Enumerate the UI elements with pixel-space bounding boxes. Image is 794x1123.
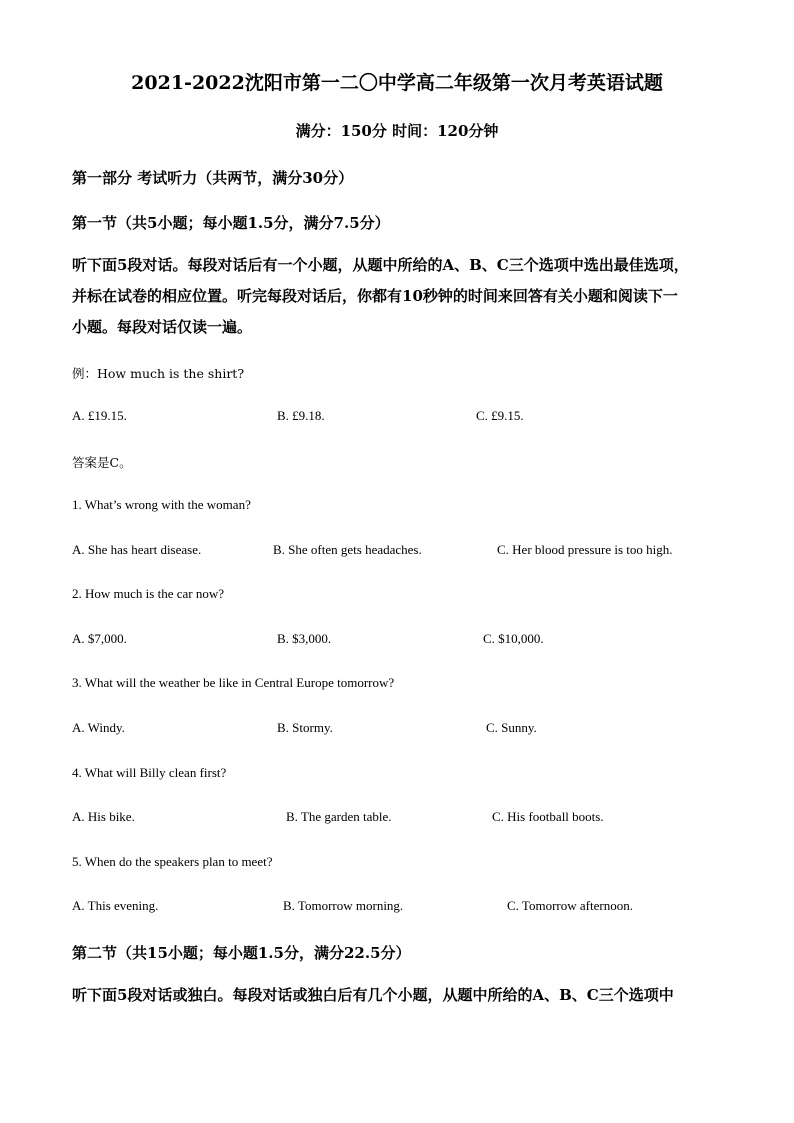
question-5-option-a: A. This evening. [72,898,159,913]
example-answer: 答案是C。 [72,455,132,470]
part-one-heading: 第一部分 考试听力（共两节，满分30分） [72,169,354,187]
question-5-stem: 5. When do the speakers plan to meet? [72,854,273,869]
question-2-option-c: C. $10,000. [483,631,544,646]
question-4-option-b: B. The garden table. [286,809,392,824]
question-4-option-c: C. His football boots. [492,809,604,824]
example-option-c: C. £9.15. [476,408,524,423]
question-5-option-c: C. Tomorrow afternoon. [507,898,633,913]
instruction-line: 小题。每段对话仅读一遍。 [72,318,253,336]
example-question: 例：How much is the shirt? [72,366,245,381]
exam-title: 2021-2022沈阳市第一二〇中学高二年级第一次月考英语试题 [131,72,663,94]
question-2-stem: 2. How much is the car now? [72,586,224,601]
question-1-stem: 1. What’s wrong with the woman? [72,497,251,512]
question-2-option-b: B. $3,000. [277,631,332,646]
question-1-option-a: A. She has heart disease. [72,542,202,557]
question-3-stem: 3. What will the weather be like in Central Europe tomorrow? [72,675,395,690]
question-3-option-b: B. Stormy. [277,720,333,735]
exam-score-time: 满分：150分 时间：120分钟 [295,122,499,140]
question-4-stem: 4. What will Billy clean first? [72,765,227,780]
question-3-option-a: A. Windy. [72,720,125,735]
instruction-line: 听下面5段对话或独白。每段对话或独白后有几个小题，从题中所给的A、B、C三个选项中 [72,986,674,1004]
question-2-option-a: A. $7,000. [72,631,127,646]
instruction-line: 并标在试卷的相应位置。听完每段对话后，你都有10秒钟的时间来回答有关小题和阅读下一 [72,287,678,305]
question-5-option-b: B. Tomorrow morning. [283,898,404,913]
question-1-option-b: B. She often gets headaches. [273,542,422,557]
instruction-line: 听下面5段对话。每段对话后有一个小题，从题中所给的A、B、C三个选项中选出最佳选项， [72,256,689,274]
example-option-a: A. £19.15. [72,408,127,423]
section-two-instructions [72,980,732,1011]
question-3-option-c: C. Sunny. [486,720,537,735]
section-one-heading: 第一节（共5小题；每小题1.5分，满分7.5分） [72,214,390,232]
example-option-b: B. £9.18. [277,408,325,423]
section-one-instructions [72,250,732,343]
section-two-heading: 第二节（共15小题；每小题1.5分，满分22.5分） [72,944,411,962]
question-1-option-c: C. Her blood pressure is too high. [497,542,673,557]
question-4-option-a: A. His bike. [72,809,135,824]
